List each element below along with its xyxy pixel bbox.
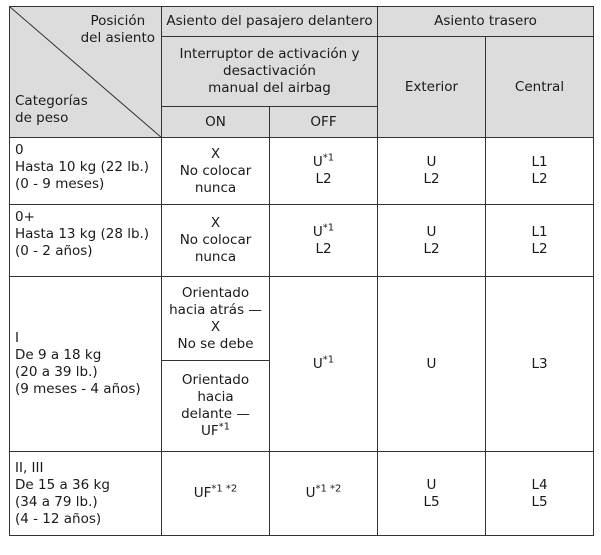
off-cell: $U^{*1 *2}$ <box>270 452 378 536</box>
table-row <box>10 138 594 205</box>
diagonal-header-cell <box>10 7 162 138</box>
on-cell: X No colocar nunca <box>162 138 270 205</box>
category-cell: 0+ Hasta 13 kg (28 lb.) (0 - 2 años) <box>10 205 162 277</box>
outer-cell: U <box>378 277 486 452</box>
center-cell: L4 L5 <box>486 452 594 536</box>
restraint-table-container <box>9 6 594 536</box>
center-cell: L3 <box>486 277 594 452</box>
outer-cell: U L2 <box>378 205 486 277</box>
on-cell: $UF^{*1 *2}$ <box>162 452 270 536</box>
center-cell: L1 L2 <box>486 205 594 277</box>
outer-cell: U L2 <box>378 138 486 205</box>
outer-header: Exterior <box>378 37 486 138</box>
child-restraint-table <box>9 6 594 536</box>
outer-cell: U L5 <box>378 452 486 536</box>
off-header: OFF <box>270 107 378 138</box>
on-header: ON <box>162 107 270 138</box>
off-cell: $U^{*1}$ <box>270 277 378 452</box>
table-row <box>10 277 594 361</box>
on-cell: X No colocar nunca <box>162 205 270 277</box>
category-cell: I De 9 a 18 kg (20 a 39 lb.) (9 meses - 4 años) <box>10 277 162 452</box>
airbag-switch-header: Interruptor de activación y desactivación manual del airbag <box>162 37 378 107</box>
off-cell: $U^{*1}$ L2 <box>270 138 378 205</box>
center-header: Central <box>486 37 594 138</box>
on-forward-facing-cell: Orientado hacia delante — UF$^{*1}$ <box>162 361 270 452</box>
category-cell: 0 Hasta 10 kg (22 lb.) (0 - 9 meses) <box>10 138 162 205</box>
off-cell: $U^{*1}$ L2 <box>270 205 378 277</box>
table-row <box>10 452 594 536</box>
front-passenger-seat-header: Asiento del pasajero delantero <box>162 7 378 37</box>
category-cell: II, III De 15 a 36 kg (34 a 79 lb.) (4 - 12 años) <box>10 452 162 536</box>
center-cell: L1 L2 <box>486 138 594 205</box>
weight-categories-label: Categorías de peso <box>15 93 88 126</box>
table-row <box>10 205 594 277</box>
seat-position-label: Posición del asiento <box>80 13 155 46</box>
on-rear-facing-cell: Orientado hacia atrás — X No se debe <box>162 277 270 361</box>
rear-seat-header: Asiento trasero <box>378 7 594 37</box>
